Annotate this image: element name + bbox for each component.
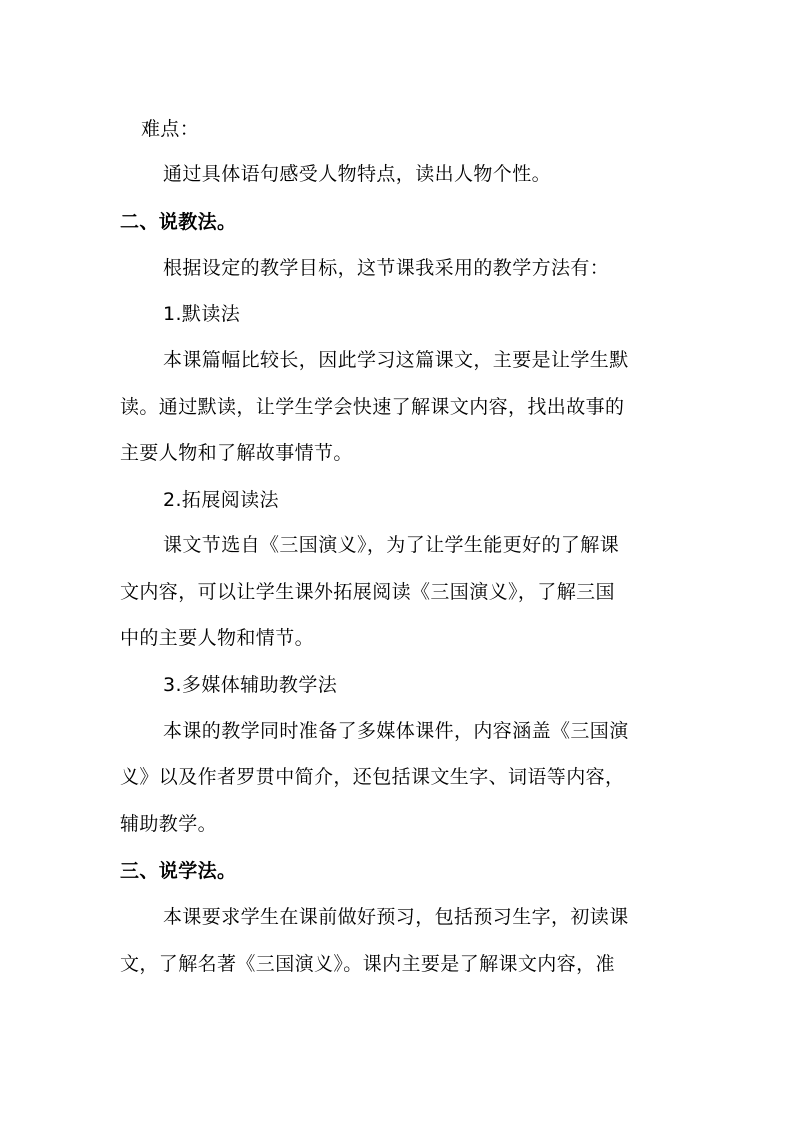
section-3-line-1: 本课要求学生在课前做好预习，包括预习生字，初读课 [163, 906, 629, 928]
section-2-intro: 根据设定的教学目标，这节课我采用的教学方法有： [163, 257, 610, 279]
method-2-line-3: 中的主要人物和情节。 [120, 627, 315, 649]
section-3-line-2: 文，了解名著《三国演义》。课内主要是了解课文内容，准 [120, 953, 615, 975]
method-1-title: 1.默读法 [163, 303, 241, 325]
method-1-line-2: 读。通过默读，让学生学会快速了解课文内容，找出故事的 [120, 396, 625, 418]
difficulty-label: 难点： [141, 118, 200, 140]
method-1-line-1: 本课篇幅比较长，因此学习这篇课文，主要是让学生默 [163, 349, 629, 371]
section-3-heading: 三、说学法。 [120, 860, 237, 882]
method-3-line-2: 义》以及作者罗贯中简介，还包括课文生字、词语等内容， [120, 766, 625, 788]
method-3-title: 3.多媒体辅助教学法 [163, 674, 338, 696]
method-2-line-1: 课文节选自《三国演义》，为了让学生能更好的了解课 [163, 534, 620, 556]
difficulty-text: 通过具体语句感受人物特点，读出人物个性。 [163, 163, 552, 185]
section-2-heading: 二、说教法。 [120, 211, 237, 233]
method-2-line-2: 文内容，可以让学生课外拓展阅读《三国演义》，了解三国 [120, 581, 615, 603]
method-3-line-3: 辅助教学。 [120, 813, 218, 835]
method-1-line-3: 主要人物和了解故事情节。 [120, 442, 353, 464]
method-2-title: 2.拓展阅读法 [163, 489, 279, 511]
method-3-line-1: 本课的教学同时准备了多媒体课件，内容涵盖《三国演 [163, 720, 629, 742]
